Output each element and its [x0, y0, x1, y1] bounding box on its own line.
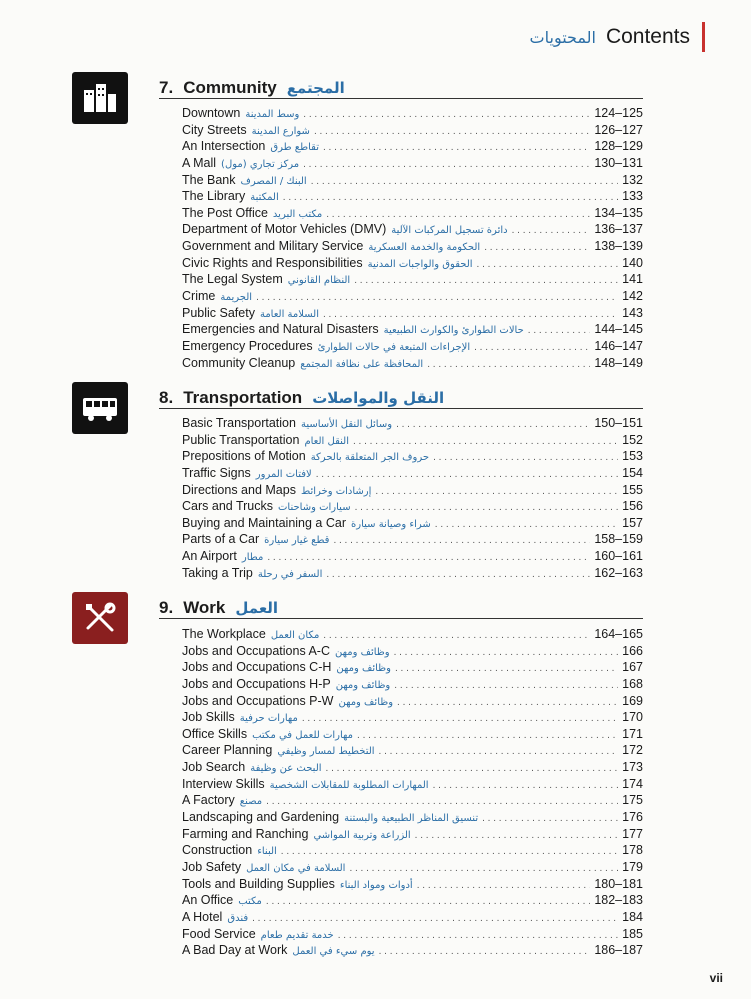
section-title: Community	[183, 78, 277, 97]
item-title-arabic: مكان العمل	[270, 630, 320, 641]
item-pages: 166	[622, 643, 643, 658]
item-title-arabic: قطع غيار سيارة	[264, 535, 330, 547]
list-item[interactable]	[182, 792, 643, 809]
item-pages: 142	[622, 289, 643, 304]
item-title-arabic: مصنع	[239, 796, 263, 808]
list-item[interactable]	[182, 892, 643, 909]
dot-leader	[349, 861, 618, 876]
list-item[interactable]	[182, 271, 643, 288]
dot-leader	[311, 174, 618, 189]
section-number: 8.	[159, 388, 174, 407]
section-title: Work	[183, 598, 226, 617]
dot-leader	[482, 811, 618, 826]
list-item[interactable]	[182, 942, 643, 959]
item-title: Construction	[182, 843, 253, 858]
section-list	[182, 626, 643, 959]
item-title-arabic: وظائف ومهن	[336, 663, 391, 675]
dot-leader	[283, 190, 618, 205]
list-item[interactable]	[182, 122, 643, 139]
list-item[interactable]	[182, 643, 643, 660]
list-item[interactable]	[182, 515, 643, 532]
item-title-arabic: تقاطع طرق	[270, 142, 319, 154]
section-heading	[159, 388, 643, 409]
item-title-arabic: فندق	[227, 912, 249, 924]
item-title: An Intersection	[182, 139, 266, 154]
list-item[interactable]	[182, 355, 643, 372]
item-title: Basic Transportation	[182, 416, 296, 430]
dot-leader	[415, 828, 618, 843]
item-pages: 140	[622, 255, 643, 270]
dot-leader	[375, 484, 618, 499]
list-item[interactable]	[182, 498, 643, 515]
item-title: An Airport	[182, 549, 237, 564]
list-item[interactable]	[182, 676, 643, 693]
item-title-arabic: شوارع المدينة	[251, 125, 310, 137]
dot-leader	[394, 678, 618, 693]
item-title: Public Transportation	[182, 432, 300, 447]
dot-leader	[355, 500, 619, 515]
item-title: Jobs and Occupations C-H	[182, 660, 332, 675]
section-title-arabic: المجتمع	[286, 79, 345, 97]
item-title-arabic: السفر في رحلة	[257, 568, 323, 580]
item-title: Office Skills	[182, 726, 248, 741]
item-title: The Post Office	[182, 205, 268, 220]
item-pages: 175	[622, 793, 643, 808]
item-pages: 160–161	[594, 549, 643, 564]
item-title-arabic: خدمة تقديم طعام	[260, 929, 334, 941]
dot-leader	[338, 928, 618, 943]
list-item[interactable]	[182, 909, 643, 926]
list-item[interactable]	[182, 726, 643, 743]
item-pages: 185	[622, 926, 643, 941]
dot-leader	[354, 273, 618, 288]
dot-leader	[528, 323, 591, 338]
item-title: Jobs and Occupations H-P	[182, 676, 331, 691]
item-pages: 173	[622, 760, 643, 775]
item-title: Buying and Maintaining a Car	[182, 515, 346, 530]
list-item[interactable]	[182, 565, 643, 582]
item-pages: 171	[622, 726, 643, 741]
list-item[interactable]	[182, 238, 643, 255]
list-item[interactable]	[182, 305, 643, 322]
item-pages: 167	[622, 660, 643, 675]
item-title-arabic: الحكومة والخدمة العسكرية	[368, 242, 481, 254]
section-number: 7.	[159, 78, 174, 97]
list-item[interactable]	[182, 876, 643, 893]
list-item[interactable]	[182, 288, 643, 305]
section-list	[182, 415, 643, 581]
dot-leader	[302, 711, 618, 726]
item-title: Interview Skills	[182, 776, 265, 791]
dot-leader	[323, 628, 590, 643]
dot-leader	[397, 695, 618, 710]
section-list	[182, 105, 643, 371]
item-title: Career Planning	[182, 743, 273, 758]
item-title-arabic: المحافظة على نظافة المجتمع	[300, 358, 424, 370]
item-title-arabic: مهارات حرفية	[239, 713, 298, 725]
item-title-arabic: البنك / المصرف	[240, 175, 307, 187]
dot-leader	[326, 207, 590, 222]
item-pages: 144–145	[594, 322, 643, 337]
list-item[interactable]	[182, 742, 643, 759]
item-title: Downtown	[182, 106, 241, 120]
item-pages: 150–151	[594, 416, 643, 430]
list-item[interactable]	[182, 548, 643, 565]
item-title-arabic: النقل العام	[304, 435, 349, 447]
item-title-arabic: الإجراءات المتبعة في حالات الطوارئ	[317, 341, 471, 353]
dot-leader	[477, 257, 619, 272]
item-title-arabic: البحث عن وظيفة	[250, 763, 322, 775]
dot-leader	[353, 434, 618, 449]
item-pages: 156	[622, 499, 643, 514]
item-title: Taking a Trip	[182, 565, 253, 580]
city-buildings-icon	[72, 72, 128, 124]
item-title: Emergencies and Natural Disasters	[182, 322, 379, 337]
item-title-arabic: دائرة تسجيل المركبات الآلية	[391, 225, 508, 237]
item-title-arabic: وسط المدينة	[245, 109, 300, 120]
item-title: Department of Motor Vehicles (DMV)	[182, 222, 387, 237]
dot-leader	[333, 533, 590, 548]
item-pages: 157	[622, 515, 643, 530]
item-title-arabic: السلامة في مكان العمل	[246, 862, 346, 874]
dot-leader	[433, 778, 619, 793]
section-title-arabic: العمل	[235, 599, 279, 617]
item-title: The Library	[182, 189, 246, 204]
item-pages: 134–135	[594, 205, 643, 220]
item-title-arabic: وسائل النقل الأساسية	[300, 419, 393, 430]
item-title: The Bank	[182, 172, 236, 187]
item-title-arabic: الجريمة	[220, 292, 253, 304]
item-title-arabic: البناء	[257, 846, 277, 858]
item-title: Job Skills	[182, 710, 235, 725]
list-item[interactable]	[182, 926, 643, 943]
dot-leader	[326, 567, 590, 582]
item-title: The Legal System	[182, 272, 283, 287]
list-item[interactable]	[182, 338, 643, 355]
item-pages: 146–147	[594, 338, 643, 353]
item-pages: 126–127	[594, 122, 643, 137]
item-pages: 143	[622, 305, 643, 320]
list-item[interactable]	[182, 105, 643, 122]
item-title-arabic: أدوات ومواد البناء	[339, 879, 413, 891]
list-item[interactable]	[182, 432, 643, 449]
item-pages: 130–131	[594, 155, 643, 170]
item-pages: 133	[622, 189, 643, 204]
item-pages: 128–129	[594, 139, 643, 154]
dot-leader	[379, 744, 619, 759]
list-item[interactable]	[182, 465, 643, 482]
dot-leader	[323, 140, 590, 155]
list-item[interactable]	[182, 659, 643, 676]
item-pages: 179	[622, 859, 643, 874]
item-title-arabic: مكتب البريد	[272, 208, 323, 220]
dot-leader	[267, 550, 590, 565]
item-title-arabic: سيارات وشاحنات	[278, 502, 351, 514]
tools-icon	[72, 592, 128, 644]
item-pages: 153	[622, 449, 643, 464]
item-pages: 169	[622, 693, 643, 708]
item-title-arabic: إرشادات وخرائط	[300, 485, 372, 497]
item-title-arabic: السلامة العامة	[259, 308, 319, 320]
section-title-arabic: النقل والمواصلات	[312, 389, 445, 407]
item-title-arabic: مركز تجاري (مول)	[221, 158, 300, 170]
list-item[interactable]	[182, 693, 643, 710]
dot-leader	[433, 450, 618, 465]
dot-leader	[357, 728, 618, 743]
item-title-arabic: المهارات المطلوبة للمقابلات الشخصية	[269, 779, 429, 791]
item-pages: 170	[622, 710, 643, 725]
section-heading	[159, 598, 643, 619]
item-title: Tools and Building Supplies	[182, 876, 335, 891]
item-title: The Workplace	[182, 627, 266, 641]
item-title: Job Safety	[182, 859, 242, 874]
list-item[interactable]	[182, 188, 643, 205]
item-title: Parts of a Car	[182, 532, 260, 547]
dot-leader	[316, 467, 618, 482]
dot-leader	[427, 357, 590, 372]
item-title: Jobs and Occupations A-C	[182, 643, 330, 658]
item-pages: 184	[622, 909, 643, 924]
item-title-arabic: وظائف ومهن	[335, 646, 390, 658]
item-pages: 141	[622, 272, 643, 287]
item-title: Community Cleanup	[182, 355, 296, 370]
item-pages: 177	[622, 826, 643, 841]
list-item[interactable]	[182, 205, 643, 222]
item-title-arabic: حروف الجر المتعلقة بالحركة	[310, 452, 430, 464]
dot-leader	[326, 761, 619, 776]
item-title-arabic: مكتب	[238, 896, 262, 908]
dot-leader	[512, 223, 591, 238]
item-pages: 182–183	[594, 893, 643, 908]
list-item[interactable]	[182, 859, 643, 876]
dot-leader	[484, 240, 590, 255]
item-title: City Streets	[182, 122, 247, 137]
item-title: Farming and Ranching	[182, 826, 309, 841]
section-title: Transportation	[183, 388, 303, 407]
item-pages: 162–163	[594, 565, 643, 580]
list-item[interactable]	[182, 482, 643, 499]
page-header	[530, 22, 705, 52]
item-title: Crime	[182, 289, 216, 304]
list-item[interactable]	[182, 842, 643, 859]
list-item[interactable]	[182, 415, 643, 432]
item-pages: 148–149	[594, 355, 643, 370]
item-pages: 174	[622, 776, 643, 791]
item-title: Traffic Signs	[182, 465, 251, 480]
item-pages: 178	[622, 843, 643, 858]
bus-icon	[72, 382, 128, 434]
item-title: Prepositions of Motion	[182, 449, 306, 464]
item-title: An Office	[182, 893, 234, 908]
dot-leader	[474, 340, 590, 355]
section-number: 9.	[159, 598, 174, 617]
item-title: Jobs and Occupations P-W	[182, 693, 334, 708]
item-title: Public Safety	[182, 305, 255, 320]
header-english: Contents	[605, 25, 690, 48]
list-item[interactable]	[182, 155, 643, 172]
item-title: Government and Military Service	[182, 239, 364, 254]
list-item[interactable]	[182, 221, 643, 238]
list-item[interactable]	[182, 826, 643, 843]
item-pages: 136–137	[594, 222, 643, 237]
item-title-arabic: شراء وصيانة سيارة	[351, 518, 431, 530]
item-title: Landscaping and Gardening	[182, 810, 340, 825]
dot-leader	[394, 645, 619, 660]
item-title-arabic: لافتات المرور	[255, 468, 312, 480]
list-item[interactable]	[182, 626, 643, 643]
list-item[interactable]	[182, 138, 643, 155]
item-title-arabic: النظام القانوني	[287, 275, 351, 287]
item-pages: 154	[622, 465, 643, 480]
list-item[interactable]	[182, 809, 643, 826]
item-pages: 152	[622, 432, 643, 447]
item-pages: 172	[622, 743, 643, 758]
item-pages: 158–159	[594, 532, 643, 547]
item-title: Civic Rights and Responsibilities	[182, 255, 363, 270]
dot-leader	[252, 911, 618, 926]
item-title-arabic: المكتبة	[250, 192, 279, 204]
dot-leader	[303, 157, 590, 172]
list-item[interactable]	[182, 759, 643, 776]
item-pages: 180–181	[594, 876, 643, 891]
list-item[interactable]	[182, 172, 643, 189]
item-pages: 132	[622, 172, 643, 187]
item-title: Emergency Procedures	[182, 338, 313, 353]
item-title-arabic: مهارات للعمل في مكتب	[252, 729, 354, 741]
item-title-arabic: تنسيق المناظر الطبيعية والبستنة	[344, 813, 479, 825]
item-title-arabic: حالات الطوارئ والكوارث الطبيعية	[383, 325, 524, 337]
dot-leader	[281, 844, 618, 859]
list-item[interactable]	[182, 321, 643, 338]
list-item[interactable]	[182, 531, 643, 548]
item-title: Food Service	[182, 926, 256, 941]
item-pages: 168	[622, 676, 643, 691]
dot-leader	[256, 290, 618, 305]
item-title: A Hotel	[182, 909, 223, 924]
item-pages: 176	[622, 810, 643, 825]
section-heading	[159, 78, 643, 99]
dot-leader	[323, 307, 618, 322]
item-title: A Mall	[182, 155, 217, 170]
item-title-arabic: يوم سيء في العمل	[292, 946, 375, 958]
list-item[interactable]	[182, 709, 643, 726]
item-title: A Factory	[182, 793, 235, 808]
item-title-arabic: وظائف ومهن	[338, 696, 394, 708]
dot-leader	[395, 661, 618, 676]
item-pages: 138–139	[594, 239, 643, 254]
item-pages: 164–165	[594, 627, 643, 641]
item-pages: 155	[622, 482, 643, 497]
item-title: Job Search	[182, 760, 246, 775]
dot-leader	[396, 417, 590, 432]
header-arabic: المحتويات	[529, 27, 596, 47]
header-accent-bar	[702, 22, 705, 52]
dot-leader	[417, 878, 591, 893]
dot-leader	[266, 894, 590, 909]
item-title: Cars and Trucks	[182, 499, 274, 514]
item-pages: 186–187	[594, 943, 643, 958]
page-number: vii	[709, 971, 723, 985]
list-item[interactable]	[182, 776, 643, 793]
list-item[interactable]	[182, 448, 643, 465]
item-title: Directions and Maps	[182, 482, 296, 497]
list-item[interactable]	[182, 255, 643, 272]
dot-leader	[303, 107, 590, 122]
item-title-arabic: مطار	[241, 552, 264, 564]
item-title-arabic: وظائف ومهن	[335, 679, 391, 691]
item-title-arabic: الزراعة وتربية المواشي	[313, 829, 411, 841]
dot-leader	[314, 124, 590, 139]
dot-leader	[266, 794, 618, 809]
dot-leader	[435, 517, 618, 532]
item-title-arabic: الحقوق والواجبات المدنية	[367, 258, 473, 270]
item-title-arabic: التخطيط لمسار وظيفي	[277, 746, 375, 758]
item-pages: 124–125	[594, 106, 643, 120]
item-title: A Bad Day at Work	[182, 943, 288, 958]
dot-leader	[379, 944, 591, 959]
